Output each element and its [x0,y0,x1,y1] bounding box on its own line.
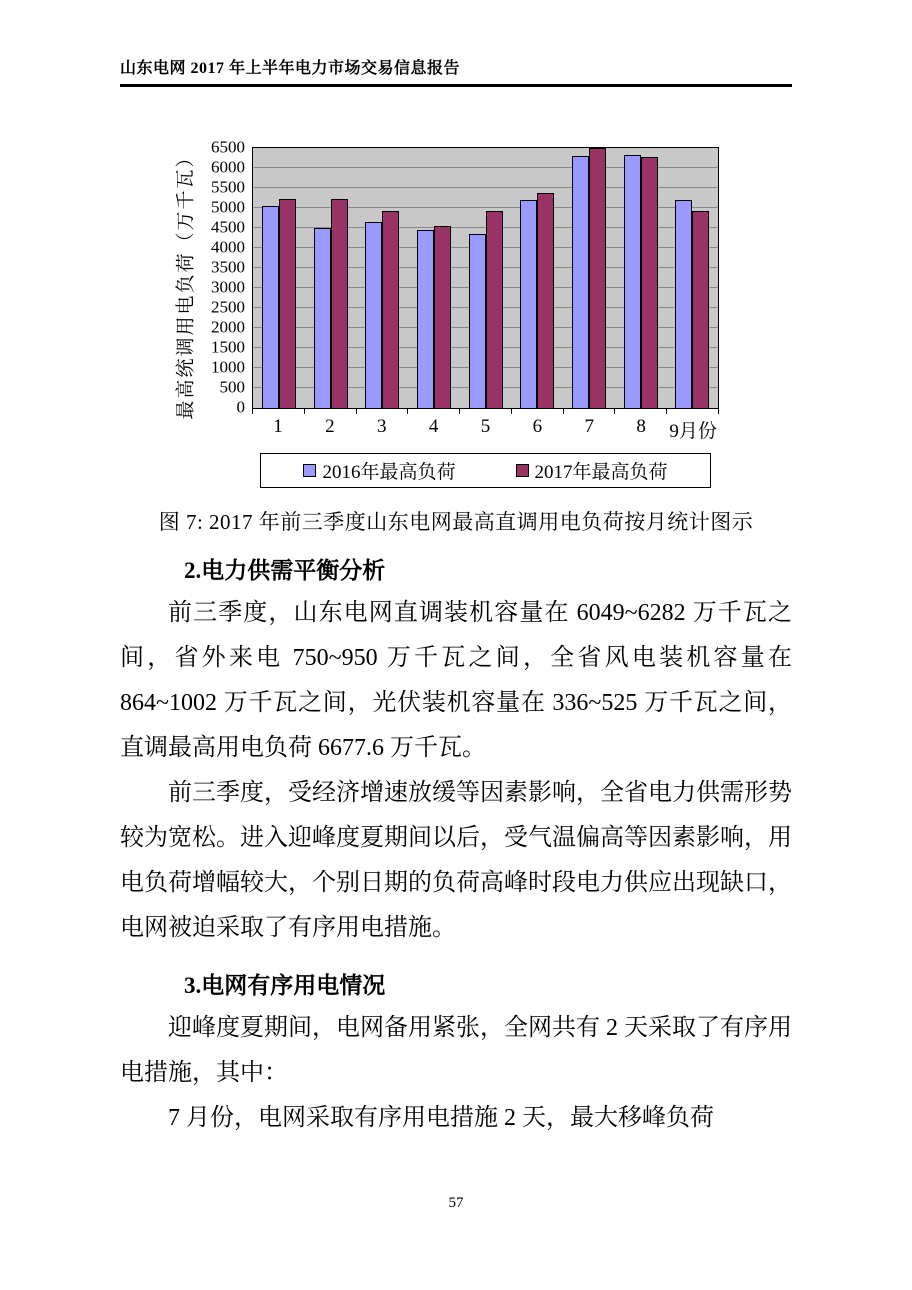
x-tick-label: 1 [273,416,283,437]
legend-label: 2016年最高负荷 [322,462,456,483]
x-axis-tick [252,409,305,414]
legend-item [303,457,455,484]
y-axis-labels [198,137,252,417]
bar-2016年最高负荷-month-9 [675,200,692,408]
bar-2016年最高负荷-month-3 [365,222,382,408]
legend-label: 2017年最高负荷 [534,462,668,483]
header-rule [120,84,792,87]
section-heading-2: 2.电力供需平衡分析 [184,558,386,583]
section-heading-3: 3.电网有序用电情况 [184,973,386,998]
y-tick-label: 500 [219,377,245,397]
y-axis-title-text: 最高统调用电负荷（万千瓦） [175,146,197,420]
bar-group-month-6 [511,148,563,408]
x-tick-label: 9月份 [669,421,717,442]
bar-2016年最高负荷-month-7 [572,156,589,408]
x-tick-label: 6 [532,416,543,437]
bar-2017年最高负荷-month-1 [279,199,296,408]
bar-group-month-4 [408,148,460,408]
x-axis-tick [512,409,564,414]
y-tick-label: 2500 [211,297,245,317]
y-tick-label: 4000 [211,237,245,257]
bar-2017年最高负荷-month-3 [382,211,399,408]
x-tick-label: 4 [428,416,439,437]
bar-2017年最高负荷-month-5 [486,211,503,408]
paragraph: 7 月份，电网采取有序用电措施 2 天，最大移峰负荷 [168,1105,714,1131]
bars-layer [253,148,718,408]
x-tick-label: 8 [636,416,646,437]
bar-2016年最高负荷-month-8 [624,155,641,408]
x-axis-ticks [252,409,719,414]
x-axis-tick [357,409,409,414]
x-axis-tick [305,409,357,414]
y-tick-label: 3500 [211,257,245,277]
x-axis-tick [460,409,512,414]
bar-group-month-5 [460,148,512,408]
x-axis-tick [564,409,616,414]
page-header-title: 山东电网 2017 年上半年电力市场交易信息报告 [120,60,461,77]
bar-group-month-3 [356,148,408,408]
bar-group-month-9 [666,148,718,408]
y-tick-label: 3000 [211,277,245,297]
bar-2017年最高负荷-month-9 [692,211,709,408]
y-tick-label: 2000 [211,317,245,337]
x-tick-label: 3 [376,416,387,437]
y-axis-title [170,147,198,443]
x-axis-tick [615,409,667,414]
y-tick-label: 1000 [211,357,245,377]
x-tick-label: 2 [325,416,335,437]
paragraph: 迎峰度夏期间，电网备用紧张，全网共有 2 天采取了有序用电措施，其中： [120,1015,792,1086]
bar-group-month-2 [305,148,357,408]
bar-2016年最高负荷-month-6 [520,200,537,408]
x-axis-tick [667,409,719,414]
x-tick-label: 5 [480,416,491,437]
y-tick-label: 5500 [211,177,245,197]
bar-2017年最高负荷-month-8 [641,157,658,408]
y-tick-label: 5000 [211,197,245,217]
bar-2017年最高负荷-month-2 [331,199,348,408]
paragraph: 前三季度，受经济增速放缓等因素影响，全省电力供需形势较为宽松。进入迎峰度夏期间以后，受气温偏高等因素影响，用电负荷增幅较大，个别日期的负荷高峰时段电力供应出现缺口，电网被迫采取了有序用电措施。 [120,780,792,941]
plot-area [252,147,719,409]
y-tick-label: 0 [236,397,245,417]
bar-chart [170,137,912,443]
x-axis-labels [252,416,719,443]
x-tick-label: 7 [584,416,595,437]
bar-group-month-7 [563,148,615,408]
legend-item [516,457,668,484]
y-tick-label: 1500 [211,337,245,357]
body-text [120,552,792,1141]
bar-group-month-1 [253,148,305,408]
y-tick-label: 6500 [211,137,245,157]
bar-2017年最高负荷-month-7 [589,148,606,408]
figure-caption: 图 7: 2017 年前三季度山东电网最高直调用电负荷按月统计图示 [158,510,754,534]
legend-swatch-icon [516,464,529,477]
bar-group-month-8 [615,148,667,408]
bar-2016年最高负荷-month-1 [262,206,279,408]
paragraph: 前三季度，山东电网直调装机容量在 6049~6282 万千瓦之间，省外来电 750~950 万千瓦之间，全省风电装机容量在 864~1002 万千瓦之间，光伏装机容量在 336~525 万千瓦之间，直调最高用电负荷 6677.6 万千瓦。 [120,600,792,761]
legend-swatch-icon [303,464,316,477]
page-number: 57 [448,1195,464,1211]
bar-2016年最高负荷-month-4 [417,230,434,408]
x-axis-tick [408,409,460,414]
y-tick-label: 6000 [211,157,245,177]
plot-column [252,147,719,443]
legend-row [252,453,719,488]
chart-legend [260,453,710,488]
bar-2016年最高负荷-month-5 [469,234,486,408]
y-tick-label: 4500 [211,217,245,237]
bar-2017年最高负荷-month-4 [434,226,451,408]
bar-2016年最高负荷-month-2 [314,228,331,408]
bar-2017年最高负荷-month-6 [537,193,554,408]
